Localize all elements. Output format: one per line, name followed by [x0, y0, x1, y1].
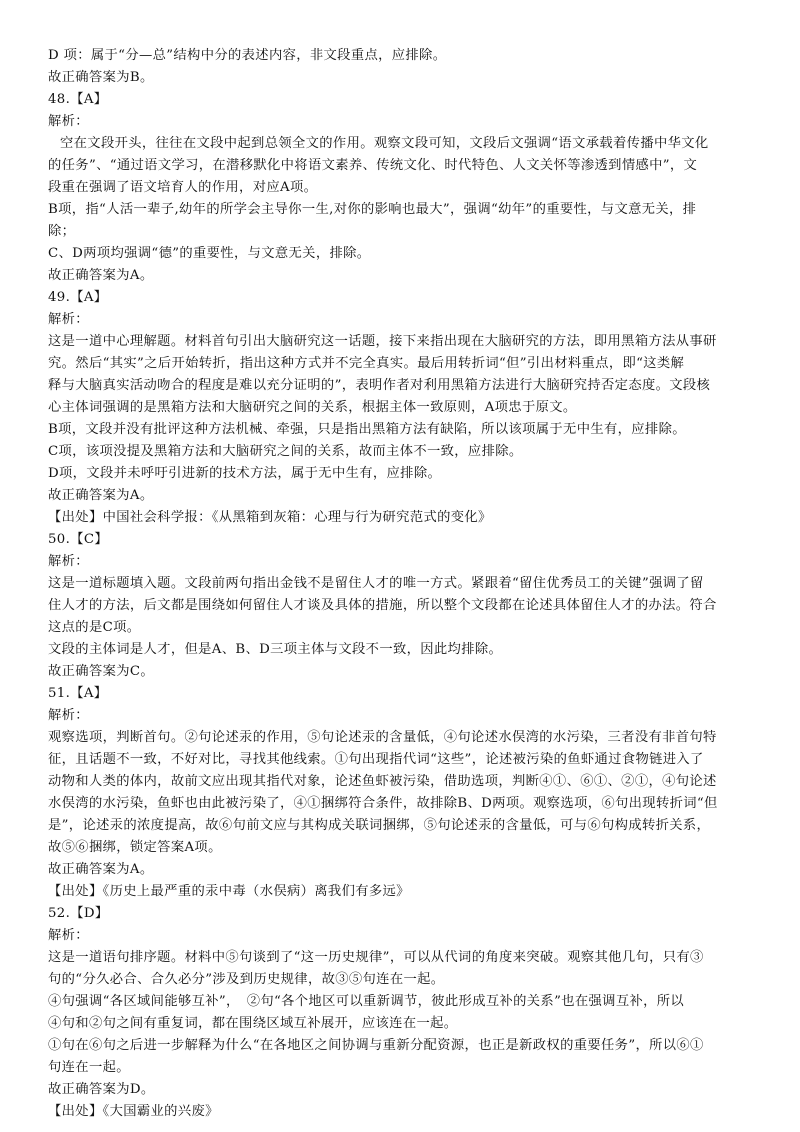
- analysis-label: 解析：: [48, 708, 89, 723]
- text-line: ①句在⑥句之后进一步解释为什么“在各地区之间协调与重新分配资源，也正是新政权的重要任务”，所以⑥①: [48, 1038, 704, 1053]
- text-line: 这是一道中心理解题。材料首句引出大脑研究这一话题，接下来指出现在大脑研究的方法，即用黑箱方法从事研: [48, 334, 717, 349]
- question-number: 51.【A】: [48, 686, 108, 701]
- question-number: 50.【C】: [48, 532, 109, 547]
- text-line: 水俣湾的水污染，鱼虾也由此被污染了，④①捆绑符合条件，故排除B、D两项。观察选项，⑥句出现转折词“但: [48, 796, 718, 811]
- text-line: 故正确答案为B。: [48, 70, 154, 85]
- analysis-label: 解析：: [48, 312, 89, 327]
- text-line: 住人才的方法，后文都是围绕如何留住人才谈及具体的措施，所以整个文段都在论述具体留住人才的办法。符合: [48, 598, 717, 613]
- text-line: 是”，论述汞的浓度提高，故⑥句前文应与其构成关联词捆绑，⑤句论述汞的含量低，可与⑥句构成转折关系，: [48, 818, 711, 833]
- text-line: 故⑤⑥捆绑，锁定答案A项。: [48, 840, 222, 855]
- text-line: 这是一道语句排序题。材料中⑤句谈到了“这一历史规律”，可以从代词的角度来突破。观察其他几句，只有③: [48, 950, 704, 965]
- text-line: 的任务”、“通过语文学习，在潜移默化中将语文素养、传统文化、时代特色、人文关怀等渗透到情感中”，文: [48, 158, 698, 173]
- text-line: C项，该项没提及黑箱方法和大脑研究之间的关系，故而主体不一致，应排除。: [48, 444, 523, 459]
- text-line: 除；: [48, 224, 76, 239]
- text-line: 句连在一起。: [48, 1060, 130, 1075]
- text-line: D 项：属于“分—总”结构中分的表述内容，非文段重点，应排除。: [48, 48, 447, 63]
- question-number: 52.【D】: [48, 906, 109, 921]
- text-line: 究。然后“其实”之后开始转折，指出这种方式并不完全真实。最后用转折词“但”引出材料重点，即“这类解: [48, 356, 685, 371]
- text-line: C、D两项均强调“德”的重要性，与文意无关，排除。: [48, 246, 371, 261]
- text-line: 观察选项，判断首句。②句论述汞的作用，⑤句论述汞的含量低，④句论述水俣湾的水污染，三者没有非首句特: [48, 730, 717, 745]
- text-line: 故正确答案为D。: [48, 1082, 155, 1097]
- question-number: 49.【A】: [48, 290, 108, 305]
- text-line: 故正确答案为C。: [48, 664, 155, 679]
- text-line: 空在文段开头，往往在文段中起到总领全文的作用。观察文段可知，文段后文强调“语文承载着传播中华文化: [60, 136, 709, 151]
- text-line: B项，指“人活一辈子,幼年的所学会主导你一生,对你的影响也最大”，强调“幼年”的重要性，与文意无关，排: [48, 202, 697, 217]
- text-line: 征，且话题不一致，不好对比，寻找其他线索。①句出现指代词“这些”，论述被污染的鱼虾通过食物链进入了: [48, 752, 704, 767]
- source-line: 【出处】中国社会科学报：《从黑箱到灰箱：心理与行为研究范式的变化》: [48, 510, 492, 525]
- analysis-label: 解析：: [48, 114, 89, 129]
- text-line: 这点的是C项。: [48, 620, 141, 635]
- analysis-label: 解析：: [48, 554, 89, 569]
- text-line: 句的“分久必合、合久必分”涉及到历史规律，故③⑤句连在一起。: [48, 972, 445, 987]
- text-line: ④句和②句之间有重复词，都在围绕区域互补展开，应该连在一起。: [48, 1016, 458, 1031]
- source-line: 【出处】《大国霸业的兴废》: [48, 1104, 219, 1119]
- text-line: ④句强调“各区域间能够互补”， ②句“各个地区可以重新调节，彼此形成互补的关系”也在强调互补，所以: [48, 994, 685, 1009]
- text-line: 这是一道标题填入题。文段前两句指出金钱不是留住人才的唯一方式。紧跟着“留住优秀员工的关键”强调了留: [48, 576, 704, 591]
- text-line: 释与大脑真实活动吻合的程度是难以充分证明的”，表明作者对利用黑箱方法进行大脑研究持否定态度。文段核: [48, 378, 711, 393]
- text-line: 文段的主体词是人才，但是A、B、D三项主体与文段不一致，因此均排除。: [48, 642, 503, 657]
- text-line: 心主体词强调的是黑箱方法和大脑研究之间的关系，根据主体一致原则，A项忠于原文。: [48, 400, 577, 415]
- question-number: 48.【A】: [48, 92, 108, 107]
- text-line: 故正确答案为A。: [48, 488, 154, 503]
- source-line: 【出处】《历史上最严重的汞中毒（水俣病）离我们有多远》: [48, 884, 410, 899]
- text-line: 故正确答案为A。: [48, 862, 154, 877]
- text-line: 段重在强调了语文培育人的作用，对应A项。: [48, 180, 318, 195]
- text-line: D项，文段并未呼吁引进新的技术方法，属于无中生有，应排除。: [48, 466, 442, 481]
- text-line: B项，文段并没有批评这种方法机械、牵强，只是指出黑箱方法有缺陷，所以该项属于无中生有，应排除。: [48, 422, 686, 437]
- analysis-label: 解析：: [48, 928, 89, 943]
- text-line: 故正确答案为A。: [48, 268, 154, 283]
- text-line: 动物和人类的体内，故前文应出现其指代对象，论述鱼虾被污染，借助选项，判断④①、⑥①、②①，④句论述: [48, 774, 717, 789]
